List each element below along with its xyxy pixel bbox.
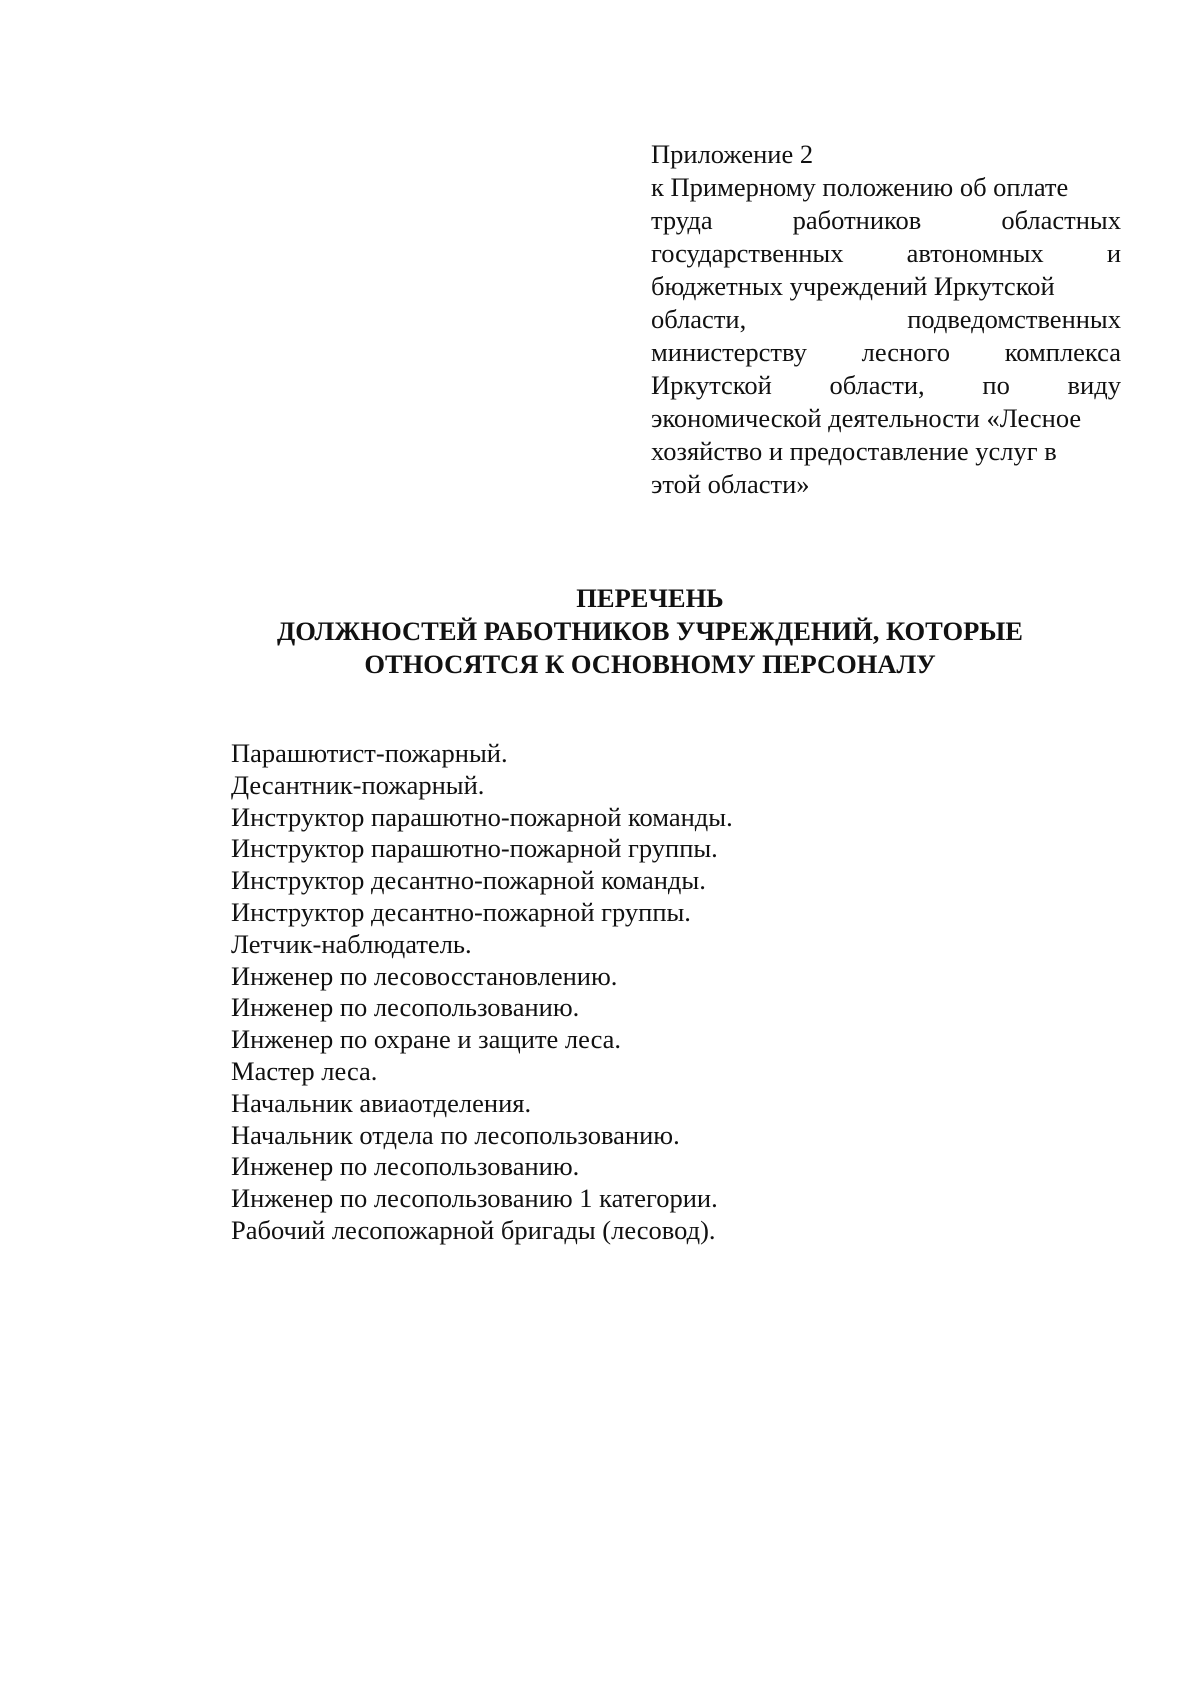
- appendix-word: бюджетных учреждений Иркутской: [651, 271, 1055, 301]
- appendix-word: государственных: [651, 238, 844, 268]
- position-item: Инженер по лесопользованию 1 категории.: [231, 1183, 718, 1214]
- appendix-word: по: [982, 370, 1010, 400]
- position-item: Инженер по лесопользованию.: [231, 992, 580, 1023]
- appendix-line: [651, 435, 1121, 468]
- appendix-word: и: [1106, 238, 1121, 268]
- appendix-line: [651, 369, 1121, 402]
- positions-list: [231, 738, 733, 1247]
- appendix-line: [651, 336, 1121, 369]
- appendix-line: [651, 204, 1121, 237]
- appendix-block: [651, 138, 1121, 501]
- appendix-word: министерству: [651, 337, 807, 367]
- appendix-line: [651, 402, 1121, 435]
- appendix-line: [651, 171, 1121, 204]
- appendix-word: экономической деятельности «Лесное: [651, 403, 1082, 433]
- position-item: Инструктор десантно-пожарной группы.: [231, 896, 691, 927]
- appendix-last-line: этой области»: [651, 469, 810, 499]
- position-item: Летчик-наблюдатель.: [231, 928, 472, 959]
- appendix-word: Иркутской: [651, 370, 772, 400]
- title-line-3: ОТНОСЯТСЯ К ОСНОВНОМУ ПЕРСОНАЛУ: [364, 649, 936, 679]
- appendix-word: комплекса: [1004, 337, 1121, 367]
- position-item: Начальник отдела по лесопользованию.: [231, 1119, 680, 1150]
- appendix-heading: Приложение 2: [651, 139, 814, 169]
- position-item: Рабочий лесопожарной бригады (лесовод).: [231, 1214, 716, 1245]
- appendix-word: виду: [1067, 370, 1121, 400]
- position-item: Инженер по лесопользованию.: [231, 1151, 580, 1182]
- appendix-word: лесного: [861, 337, 950, 367]
- appendix-line: [651, 303, 1121, 336]
- appendix-word: области,: [829, 370, 925, 400]
- document-title: [150, 582, 1150, 681]
- title-line-1: ПЕРЕЧЕНЬ: [576, 583, 724, 613]
- position-item: Начальник авиаотделения.: [231, 1087, 532, 1118]
- appendix-word: области,: [651, 304, 747, 334]
- position-item: Десантник-пожарный.: [231, 769, 485, 800]
- appendix-line: [651, 270, 1121, 303]
- appendix-word: работников: [792, 205, 922, 235]
- appendix-word: областных: [1001, 205, 1121, 235]
- position-item: Инженер по лесовосстановлению.: [231, 960, 618, 991]
- position-item: Инструктор десантно-пожарной команды.: [231, 865, 706, 896]
- appendix-line: [651, 237, 1121, 270]
- position-item: Парашютист-пожарный.: [231, 738, 508, 768]
- position-item: Инструктор парашютно-пожарной группы.: [231, 833, 718, 864]
- appendix-word: автономных: [906, 238, 1044, 268]
- appendix-word: хозяйство и предоставление услуг в: [651, 436, 1057, 466]
- appendix-word: подведомственных: [907, 304, 1121, 334]
- appendix-word: к Примерному положению об оплате: [651, 172, 1069, 202]
- position-item: Инструктор парашютно-пожарной команды.: [231, 801, 733, 832]
- title-line-2: ДОЛЖНОСТЕЙ РАБОТНИКОВ УЧРЕЖДЕНИЙ, КОТОРЫЕ: [277, 616, 1023, 646]
- position-item: Инженер по охране и защите леса.: [231, 1024, 622, 1055]
- appendix-word: труда: [651, 205, 713, 235]
- position-item: Мастер леса.: [231, 1055, 378, 1086]
- appendix-lines: [651, 171, 1121, 468]
